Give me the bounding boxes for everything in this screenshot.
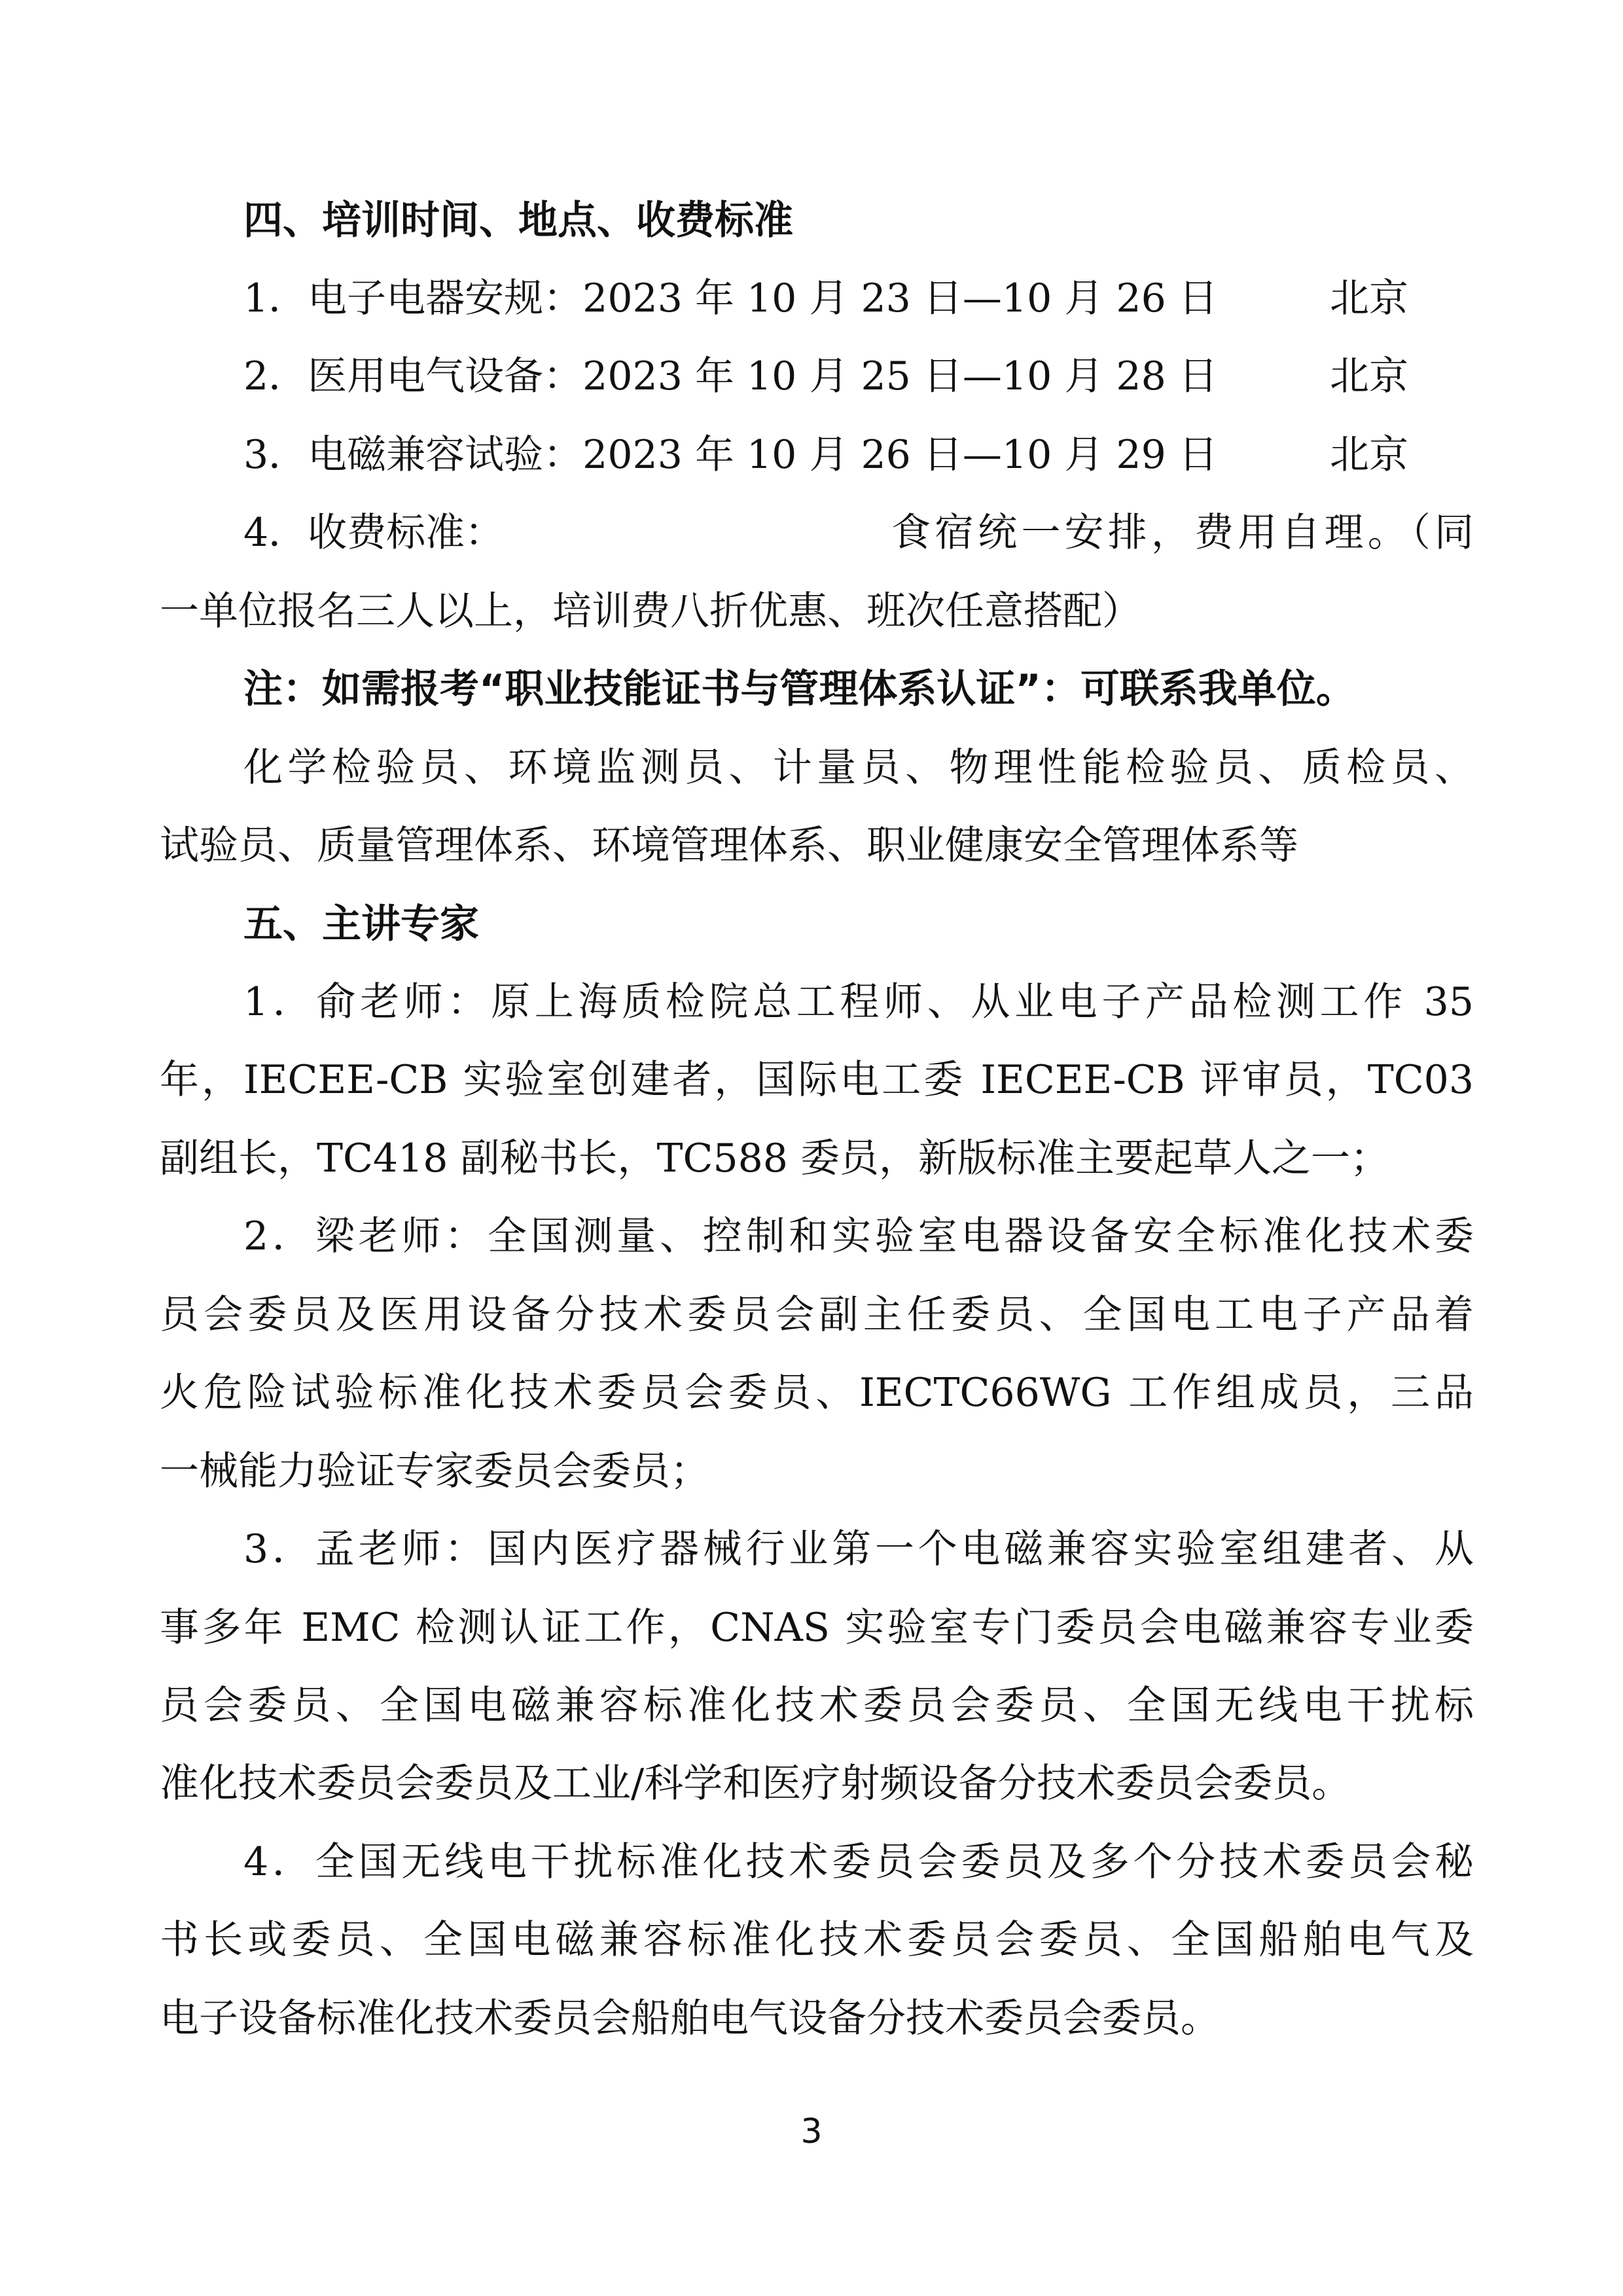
schedule-item-1-text: 1．电子电器安规：2023 年 10 月 23 日—10 月 26 日 [243, 276, 1218, 321]
section-4-heading: 四、培训时间、地点、收费标准 [243, 198, 793, 243]
fee-label: 4．收费标准： [243, 510, 505, 556]
certificate-list-line-2: 试验员、质量管理体系、环境管理体系、职业健康安全管理体系等 [160, 823, 1298, 869]
expert-1-line-3: 副组长，TC418 副秘书长，TC588 委员，新版标准主要起草人之一； [160, 1136, 1390, 1181]
schedule-item-3 [243, 429, 1474, 481]
schedule-item-2-city: 北京 [1330, 353, 1408, 399]
expert-4-line-1: 4．全国无线电干扰标准化技术委员会委员及多个分技术委员会秘 [243, 1839, 1474, 1885]
page-number: 3 [800, 2112, 823, 2151]
expert-4-line-2: 书长或委员、全国电磁兼容标准化技术委员会委员、全国船舶电气及 [160, 1917, 1474, 1963]
expert-1-line-2: 年，IECEE-CB 实验室创建者，国际电工委 IECEE-CB 评审员，TC03 [160, 1057, 1474, 1103]
schedule-item-1 [243, 272, 1474, 325]
schedule-item-3-text: 3．电磁兼容试验：2023 年 10 月 26 日—10 月 29 日 [243, 432, 1218, 478]
expert-3-line-1: 3．孟老师：国内医疗器械行业第一个电磁兼容实验室组建者、从 [243, 1526, 1474, 1572]
section-5-heading: 五、主讲专家 [243, 901, 479, 947]
schedule-item-2-text: 2．医用电气设备：2023 年 10 月 25 日—10 月 28 日 [243, 353, 1218, 399]
certificate-list-line-1: 化学检验员、环境监测员、计量员、物理性能检验员、质检员、 [243, 745, 1474, 791]
fee-discount-line: 一单位报名三人以上，培训费八折优惠、班次任意搭配） [160, 588, 1141, 634]
fee-line [243, 507, 1474, 559]
expert-2-line-2: 员会委员及医用设备分技术委员会副主任委员、全国电工电子产品着 [160, 1292, 1474, 1338]
expert-2-line-4: 一械能力验证专家委员会委员； [160, 1448, 709, 1494]
expert-4-line-3: 电子设备标准化技术委员会船舶电气设备分技术委员会委员。 [160, 1996, 1220, 2041]
schedule-item-2 [243, 350, 1474, 403]
expert-2-line-3: 火危险试验标准化技术委员会委员、IECTC66WG 工作组成员，三品 [160, 1370, 1474, 1416]
schedule-item-1-city: 北京 [1330, 276, 1408, 321]
expert-2-line-1: 2．梁老师：全国测量、控制和实验室电器设备安全标准化技术委 [243, 1213, 1474, 1259]
fee-text: 食宿统一安排，费用自理。（同 [891, 510, 1474, 556]
expert-3-line-2: 事多年 EMC 检测认证工作，CNAS 实验室专门委员会电磁兼容专业委 [160, 1605, 1474, 1651]
expert-3-line-3: 员会委员、全国电磁兼容标准化技术委员会委员、全国无线电干扰标 [160, 1683, 1474, 1729]
schedule-item-3-city: 北京 [1330, 432, 1408, 478]
expert-1-line-1: 1．俞老师：原上海质检院总工程师、从业电子产品检测工作 35 [243, 979, 1474, 1025]
expert-3-line-4: 准化技术委员会委员及工业/科学和医疗射频设备分技术委员会委员。 [160, 1761, 1351, 1806]
certificate-note: 注：如需报考“职业技能证书与管理体系认证”：可联系我单位。 [243, 666, 1355, 712]
